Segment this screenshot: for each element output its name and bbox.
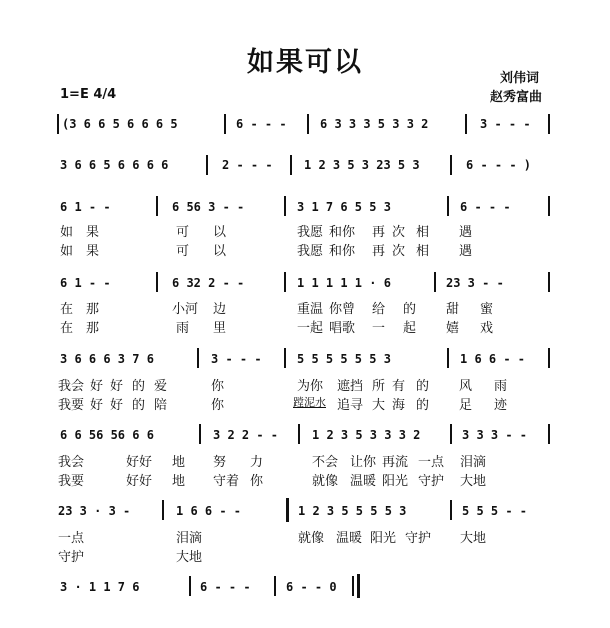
lyric-syllable: 的 bbox=[403, 302, 417, 317]
lyric-syllable: 温暖 bbox=[350, 474, 377, 489]
lyric-syllable: 果 bbox=[86, 225, 100, 240]
measure-notes: 1 6 6 - - bbox=[460, 352, 526, 366]
lyric-syllable: 你 bbox=[211, 398, 225, 413]
lyric-syllable: 追寻 bbox=[337, 398, 364, 413]
lyric-syllable: 的 bbox=[416, 379, 430, 394]
lyric-syllable: 蹚泥水 bbox=[293, 396, 326, 409]
barline bbox=[465, 114, 467, 134]
lyric-syllable: 我愿 bbox=[297, 244, 324, 259]
lyric-syllable: 以 bbox=[213, 225, 227, 240]
lyric-syllable: 好 bbox=[90, 379, 104, 394]
lyric-syllable: 起 bbox=[403, 321, 417, 336]
lyric-syllable: 再流 bbox=[382, 455, 409, 470]
lyric-syllable: 泪滴 bbox=[460, 455, 487, 470]
lyric-syllable: 大地 bbox=[460, 531, 487, 546]
measure-notes: 1 6 6 - - bbox=[176, 504, 242, 518]
lyric-syllable: 你 bbox=[250, 474, 264, 489]
barline bbox=[447, 348, 449, 368]
measure-notes: 3 3 3 - - bbox=[462, 428, 528, 442]
lyric-syllable: 好 bbox=[110, 398, 124, 413]
measure-notes: 23 3 - - bbox=[446, 276, 504, 290]
lyric-syllable: 在 bbox=[60, 321, 74, 336]
measure-notes: 6 3 3 3 5 3 3 2 bbox=[320, 117, 429, 131]
lyric-syllable: 可 bbox=[176, 244, 190, 259]
measure-notes: 6 56 3 - - bbox=[172, 200, 245, 214]
barline bbox=[284, 272, 286, 292]
lyric-syllable: 一点 bbox=[58, 531, 85, 546]
lyric-syllable: 一 bbox=[372, 321, 386, 336]
lyric-syllable: 和你 bbox=[329, 225, 356, 240]
lyric-syllable: 你 bbox=[211, 379, 225, 394]
barline bbox=[307, 114, 309, 134]
lyric-syllable: 我要 bbox=[58, 474, 85, 489]
measure-notes: 6 32 2 - - bbox=[172, 276, 245, 290]
lyric-syllable: 遮挡 bbox=[337, 379, 364, 394]
lyric-syllable: 大地 bbox=[176, 550, 203, 565]
barline bbox=[189, 576, 191, 596]
barline bbox=[162, 500, 164, 520]
lyric-syllable: 就像 bbox=[298, 531, 325, 546]
measure-notes: 6 - - - bbox=[460, 200, 511, 214]
lyric-syllable: 守护 bbox=[405, 531, 432, 546]
lyric-syllable: 那 bbox=[86, 302, 100, 317]
measure-notes: 1 2 3 5 3 3 3 2 bbox=[312, 428, 421, 442]
lyric-syllable: 次 bbox=[392, 225, 406, 240]
lyric-syllable: 我要 bbox=[58, 398, 85, 413]
lyric-syllable: 好好 bbox=[126, 474, 153, 489]
lyric-syllable: 好好 bbox=[126, 455, 153, 470]
page-title: 如果可以 bbox=[247, 47, 363, 78]
barline bbox=[156, 196, 158, 216]
barline bbox=[290, 155, 292, 175]
lyric-syllable: 力 bbox=[250, 455, 264, 470]
lyric-syllable: 重温 bbox=[297, 302, 324, 317]
measure-notes: 6 1 - - bbox=[60, 276, 111, 290]
measure-notes: 5 5 5 - - bbox=[462, 504, 528, 518]
lyric-syllable: 阳光 bbox=[382, 474, 409, 489]
measure-notes: 6 - - - bbox=[200, 580, 251, 594]
measure-notes: 1 2 3 5 5 5 5 3 bbox=[298, 504, 407, 518]
lyric-syllable: 不会 bbox=[312, 455, 339, 470]
lyric-syllable: 雨 bbox=[176, 321, 190, 336]
lyricist-credit: 刘伟词 bbox=[500, 71, 540, 86]
barline bbox=[57, 114, 59, 134]
measure-notes: 6 - - - ) bbox=[466, 158, 532, 172]
lyric-syllable: 有 bbox=[392, 379, 406, 394]
lyric-syllable: 足 bbox=[459, 398, 473, 413]
lyric-syllable: 蜜 bbox=[480, 302, 494, 317]
lyric-syllable: 可 bbox=[176, 225, 190, 240]
measure-notes: 2 - - - bbox=[222, 158, 273, 172]
composer-credit: 赵秀富曲 bbox=[490, 90, 543, 105]
lyric-syllable: 我会 bbox=[58, 379, 85, 394]
lyric-syllable: 相 bbox=[416, 225, 430, 240]
lyric-syllable: 大地 bbox=[460, 474, 487, 489]
lyric-syllable: 相 bbox=[416, 244, 430, 259]
lyric-syllable: 好 bbox=[90, 398, 104, 413]
measure-notes: 23 3 · 3 - bbox=[58, 504, 131, 518]
measure-notes: 6 - - 0 bbox=[286, 580, 337, 594]
lyric-syllable: 就像 bbox=[312, 474, 339, 489]
lyric-syllable: 阳光 bbox=[370, 531, 397, 546]
lyric-syllable: 如 bbox=[60, 225, 74, 240]
lyric-syllable: 的 bbox=[132, 398, 146, 413]
lyric-syllable: 我愿 bbox=[297, 225, 324, 240]
barline bbox=[548, 272, 550, 292]
lyric-syllable: 迹 bbox=[494, 398, 508, 413]
lyric-syllable: 让你 bbox=[350, 455, 377, 470]
lyric-syllable: 小河 bbox=[172, 302, 199, 317]
barline bbox=[450, 155, 452, 175]
lyric-syllable: 地 bbox=[172, 455, 186, 470]
lyric-syllable: 那 bbox=[86, 321, 100, 336]
measure-notes: 3 1 7 6 5 5 3 bbox=[297, 200, 391, 214]
lyric-syllable: 的 bbox=[416, 398, 430, 413]
lyric-syllable: 里 bbox=[213, 321, 227, 336]
lyric-syllable: 果 bbox=[86, 244, 100, 259]
lyric-syllable: 再 bbox=[372, 225, 386, 240]
lyric-syllable: 遇 bbox=[459, 225, 473, 240]
lyric-syllable: 守护 bbox=[58, 550, 85, 565]
barline bbox=[284, 196, 286, 216]
lyric-syllable: 一点 bbox=[418, 455, 445, 470]
lyric-syllable: 遇 bbox=[459, 244, 473, 259]
lyric-syllable: 为你 bbox=[297, 379, 324, 394]
lyric-syllable: 大 bbox=[372, 398, 386, 413]
lyric-syllable: 再 bbox=[372, 244, 386, 259]
barline bbox=[197, 348, 199, 368]
barline bbox=[284, 348, 286, 368]
lyric-syllable: 甜 bbox=[446, 302, 460, 317]
measure-notes: 3 - - - bbox=[211, 352, 262, 366]
measure-notes: 3 - - - bbox=[480, 117, 531, 131]
barline bbox=[206, 155, 208, 175]
final-barline bbox=[357, 574, 360, 598]
lyric-syllable: 的 bbox=[132, 379, 146, 394]
lyric-syllable: 你曾 bbox=[329, 302, 356, 317]
lyric-syllable: 努 bbox=[213, 455, 227, 470]
measure-notes: 5 5 5 5 5 5 3 bbox=[297, 352, 391, 366]
barline bbox=[450, 424, 452, 444]
barline bbox=[548, 348, 550, 368]
lyric-syllable: 海 bbox=[392, 398, 406, 413]
barline bbox=[450, 500, 452, 520]
measure-notes: 6 - - - bbox=[236, 117, 287, 131]
measure-notes: 3 6 6 5 6 6 6 6 bbox=[60, 158, 169, 172]
barline-bold bbox=[286, 498, 289, 522]
measure-notes: 1 2 3 5 3 23 5 3 bbox=[304, 158, 420, 172]
lyric-syllable: 泪滴 bbox=[176, 531, 203, 546]
measure-notes: 3 2 2 - - bbox=[213, 428, 279, 442]
lyric-syllable: 如 bbox=[60, 244, 74, 259]
barline bbox=[156, 272, 158, 292]
lyric-syllable: 在 bbox=[60, 302, 74, 317]
lyric-syllable: 唱歌 bbox=[329, 321, 356, 336]
barline bbox=[548, 114, 550, 134]
lyric-syllable: 爱 bbox=[154, 379, 168, 394]
barline bbox=[434, 272, 436, 292]
measure-notes: 6 1 - - bbox=[60, 200, 111, 214]
lyric-syllable: 好 bbox=[110, 379, 124, 394]
measure-notes: 6 6 56 56 6 6 bbox=[60, 428, 154, 442]
barline bbox=[224, 114, 226, 134]
measure-notes: (3 6 6 5 6 6 6 5 bbox=[62, 117, 178, 131]
lyric-syllable: 守护 bbox=[418, 474, 445, 489]
lyric-syllable: 戏 bbox=[480, 321, 494, 336]
lyric-syllable: 一起 bbox=[297, 321, 324, 336]
barline bbox=[548, 196, 550, 216]
barline bbox=[447, 196, 449, 216]
barline bbox=[199, 424, 201, 444]
lyric-syllable: 雨 bbox=[494, 379, 508, 394]
lyric-syllable: 守着 bbox=[213, 474, 240, 489]
measure-notes: 3 · 1 1 7 6 bbox=[60, 580, 140, 594]
barline bbox=[548, 424, 550, 444]
barline bbox=[298, 424, 300, 444]
key-signature: 1=E 4/4 bbox=[60, 87, 117, 102]
lyric-syllable: 所 bbox=[372, 379, 386, 394]
lyric-syllable: 以 bbox=[213, 244, 227, 259]
measure-notes: 3 6 6 6 3 7 6 bbox=[60, 352, 154, 366]
lyric-syllable: 边 bbox=[213, 302, 227, 317]
lyric-syllable: 我会 bbox=[58, 455, 85, 470]
barline bbox=[352, 576, 354, 596]
barline bbox=[274, 576, 276, 596]
lyric-syllable: 嬉 bbox=[446, 321, 460, 336]
lyric-syllable: 陪 bbox=[154, 398, 168, 413]
lyric-syllable: 给 bbox=[372, 302, 386, 317]
lyric-syllable: 风 bbox=[459, 379, 473, 394]
lyric-syllable: 次 bbox=[392, 244, 406, 259]
lyric-syllable: 温暖 bbox=[336, 531, 363, 546]
lyric-syllable: 地 bbox=[172, 474, 186, 489]
lyric-syllable: 和你 bbox=[329, 244, 356, 259]
measure-notes: 1 1 1 1 1 · 6 bbox=[297, 276, 391, 290]
